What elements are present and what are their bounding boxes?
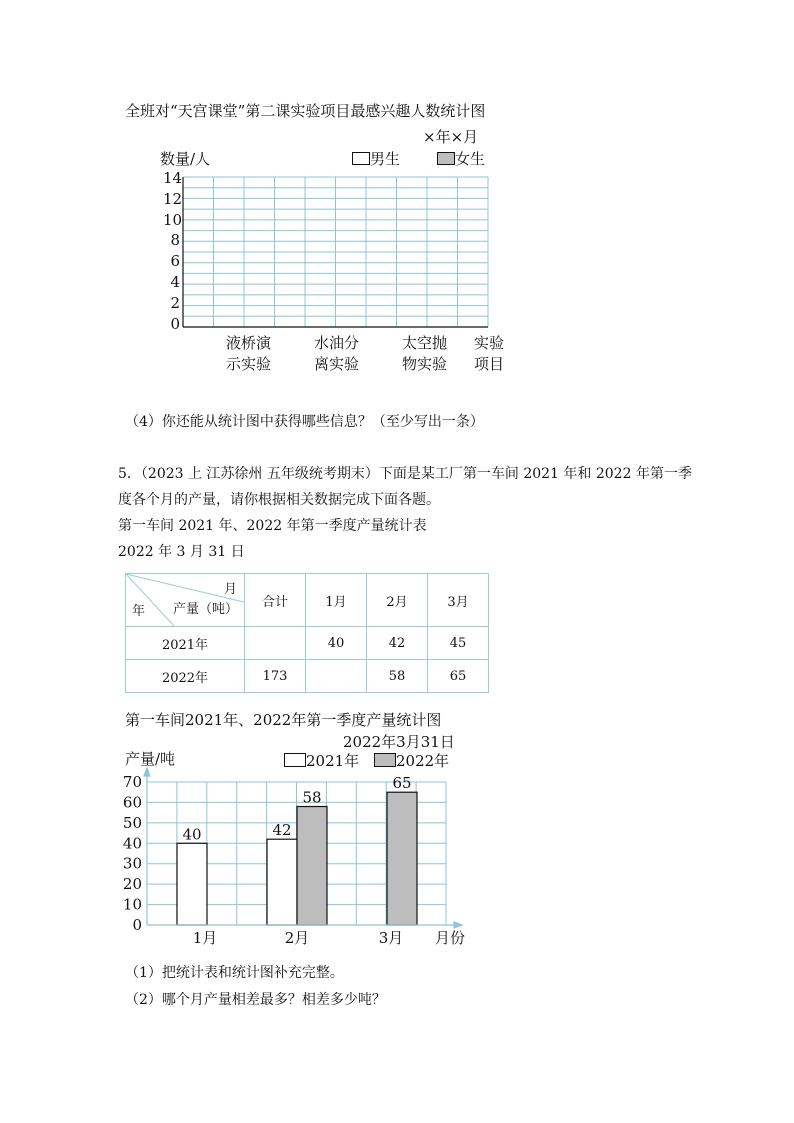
- corner-output: 产量（吨）: [173, 602, 239, 617]
- y-tick-label: 50: [122, 813, 142, 832]
- xlabel-line: 项目: [474, 355, 505, 373]
- chart1-ylabel: 数量/人: [160, 150, 211, 168]
- xlabel-line: 实验: [474, 334, 505, 352]
- y-tick-label: 10: [122, 895, 142, 914]
- x-axis-label: 月份: [434, 929, 466, 947]
- category-line: 示实验: [226, 355, 272, 373]
- cell-feb: 58: [367, 660, 428, 693]
- header-jan: 1月: [306, 574, 367, 627]
- category-line: 太空抛: [402, 334, 448, 352]
- category-line: 水油分: [314, 334, 360, 352]
- y-tick-label: 60: [122, 793, 142, 812]
- table-date: 2022 年 3 月 31 日: [118, 544, 245, 560]
- chart1-date: ×年×月: [423, 128, 479, 146]
- x-tick-label: 2月: [284, 929, 310, 947]
- ytick: 8: [170, 231, 180, 250]
- bar-value-label: 58: [302, 788, 322, 807]
- ytick: 12: [163, 189, 183, 208]
- bar-2月-2021年: [267, 839, 297, 925]
- x-tick-label: 1月: [192, 929, 218, 947]
- bar-2月-2022年: [297, 807, 327, 925]
- chart2-legend-label-2022: 2022年: [396, 752, 450, 770]
- header-total: 合计: [245, 574, 306, 627]
- row-year: 2022年: [126, 660, 245, 693]
- header-mar: 3月: [428, 574, 489, 627]
- cell-feb: 42: [367, 627, 428, 660]
- y-tick-label: 40: [122, 834, 142, 853]
- category-line: 物实验: [402, 355, 448, 373]
- x-axis-arrow: [454, 922, 462, 928]
- question-2: （2）哪个月产量相差最多？相差多少吨？: [125, 992, 386, 1008]
- category-line: 液桥演: [226, 334, 272, 352]
- cell-mar: 45: [428, 627, 489, 660]
- problem5-line1: 5．（2023 上 江苏徐州 五年级统考期末）下面是某工厂第一车间 2021 年和 2022 年第一季: [118, 466, 692, 482]
- row-year: 2021年: [126, 627, 245, 660]
- table-title: 第一车间 2021 年、2022 年第一季度产量统计表: [118, 518, 427, 534]
- question-4: （4）你还能从统计图中获得哪些信息？（至少写出一条）: [125, 414, 484, 430]
- cell-mar: 65: [428, 660, 489, 693]
- chart1-legend-label-boys: 男生: [370, 150, 401, 168]
- chart1-title: 全班对“天宫课堂”第二课实验项目最感兴趣人数统计图: [125, 102, 486, 120]
- ytick: 14: [163, 169, 183, 187]
- cell-total: 173: [245, 660, 306, 693]
- ytick: 0: [170, 314, 180, 333]
- chart2-legend-label-2021: 2021年: [306, 752, 360, 770]
- bar-value-label: 40: [182, 825, 202, 844]
- bar-value-label: 65: [392, 774, 412, 793]
- y-tick-label: 20: [122, 875, 142, 894]
- x-tick-label: 3月: [378, 929, 404, 947]
- ytick: 10: [163, 210, 183, 229]
- y-tick-label: 70: [122, 773, 142, 791]
- chart2-ylabel: 产量/吨: [125, 750, 176, 768]
- cell-jan: 40: [306, 627, 367, 660]
- corner-year: 年: [132, 604, 146, 619]
- chart2-date: 2022年3月31日: [343, 733, 455, 751]
- problem5-line2: 度各个月的产量，请你根据相关数据完成下面各题。: [118, 492, 440, 508]
- header-feb: 2月: [367, 574, 428, 627]
- ytick: 2: [170, 293, 180, 312]
- chart1-legend-label-girls: 女生: [455, 150, 486, 168]
- y-tick-label: 30: [122, 854, 142, 873]
- question-1: （1）把统计表和统计图补充完整。: [125, 965, 344, 981]
- bar-value-label: 42: [272, 821, 292, 840]
- ytick: 6: [170, 252, 180, 271]
- y-axis-arrow: [144, 768, 150, 776]
- bar-1月-2021年: [177, 843, 207, 925]
- bar-3月-2022年: [387, 792, 417, 925]
- y-tick-label: 0: [132, 916, 142, 934]
- ytick: 4: [170, 272, 180, 291]
- category-line: 离实验: [314, 355, 360, 373]
- corner-month: 月: [224, 582, 238, 597]
- chart2-title: 第一车间2021年、2022年第一季度产量统计图: [125, 711, 442, 729]
